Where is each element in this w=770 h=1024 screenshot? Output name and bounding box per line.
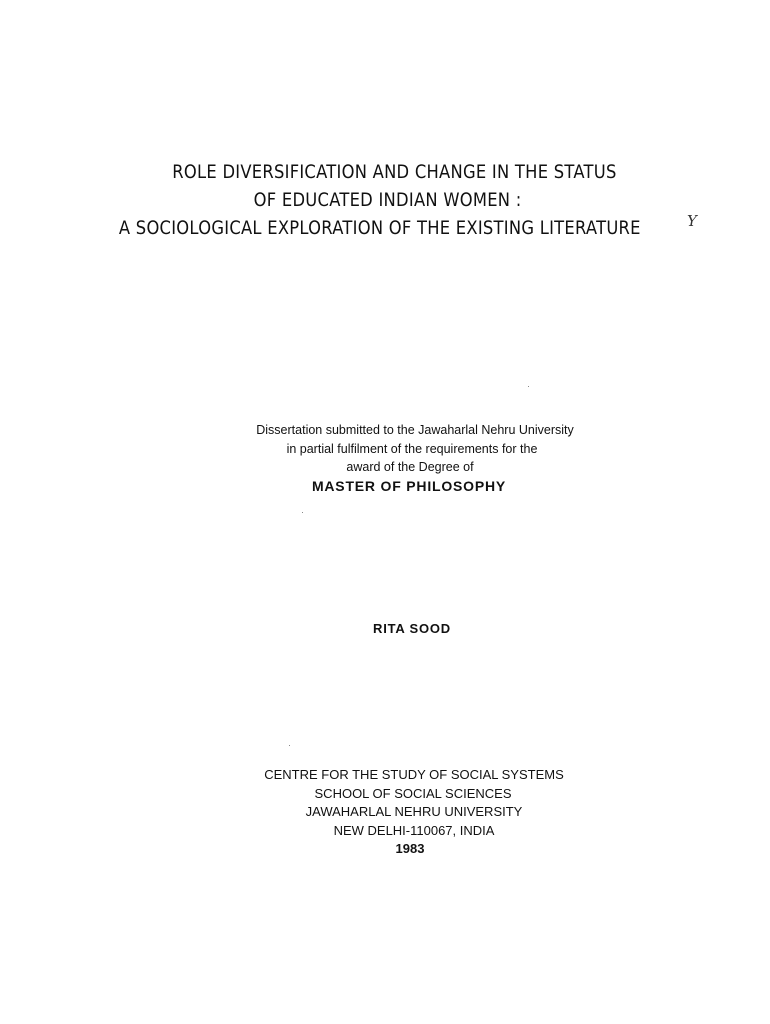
author-name: RITA SOOD (373, 621, 451, 636)
title-line-3: A SOCIOLOGICAL EXPLORATION OF THE EXISTING LITERATURE (118, 217, 641, 239)
scan-speck (302, 512, 303, 513)
handwritten-mark: Y (687, 212, 697, 230)
degree-name: MASTER OF PHILOSOPHY (311, 477, 507, 494)
centre-name: CENTRE FOR THE STUDY OF SOCIAL SYSTEMS (264, 767, 564, 782)
submission-line-2: in partial fulfilment of the requirements for the (286, 441, 538, 456)
institution-info (0, 766, 770, 859)
title-line-1: ROLE DIVERSIFICATION AND CHANGE IN THE STATUS (172, 161, 617, 183)
scan-speck (528, 386, 529, 387)
title-line-2: OF EDUCATED INDIAN WOMEN : (253, 189, 522, 211)
university-name: JAWAHARLAL NEHRU UNIVERSITY (305, 804, 523, 819)
scan-speck (289, 745, 290, 746)
submission-line-1: Dissertation submitted to the Jawaharlal Nehru University (256, 423, 574, 437)
submission-year: 1983 (395, 841, 425, 856)
school-name: SCHOOL OF SOCIAL SCIENCES (314, 785, 512, 801)
university-address: NEW DELHI-110067, INDIA (333, 822, 495, 838)
dissertation-title (54, 158, 716, 242)
submission-line-3: award of the Degree of (346, 460, 474, 474)
submission-statement (0, 421, 770, 495)
